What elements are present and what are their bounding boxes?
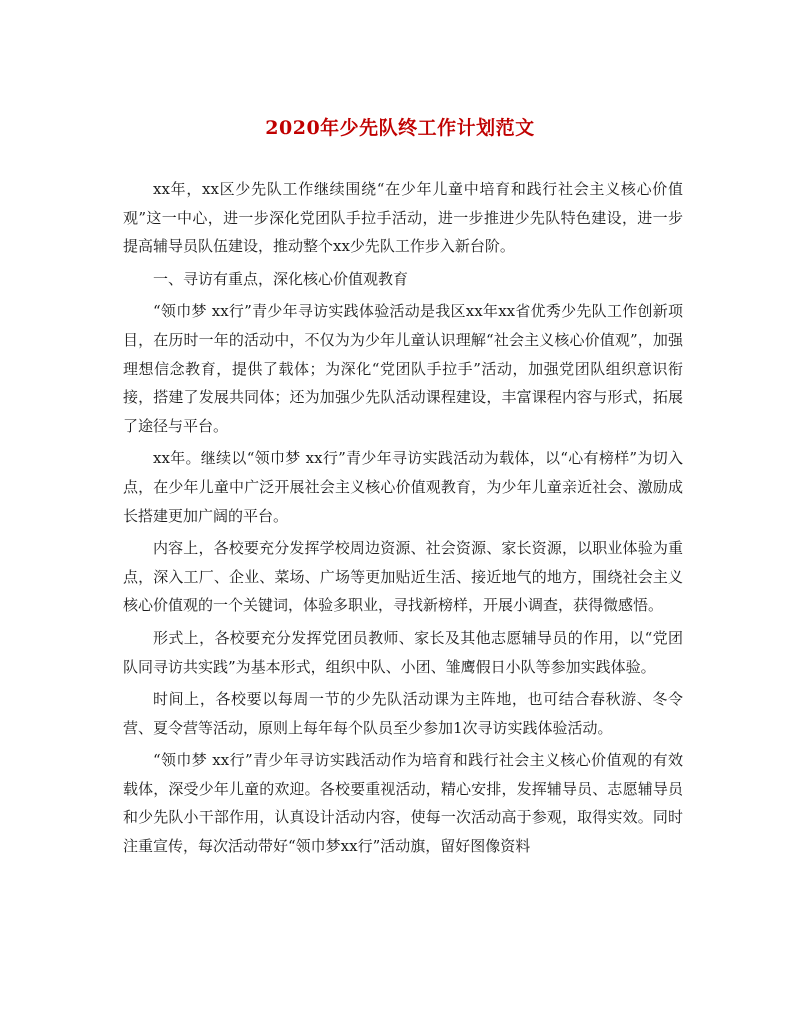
paragraph-time: 时间上，各校要以每周一节的少先队活动课为主阵地，也可结合春秋游、冬令营、夏令营等活动，原则上每年每个队员至少参加1次寻访实践体验活动。: [123, 690, 683, 737]
document-body: [123, 175, 683, 865]
paragraph-project: “领巾梦 xx行”青少年寻访实践体验活动是我区xx年xx省优秀少先队工作创新项目，在历时一年的活动中，不仅为为少年儿童认识理解“社会主义核心价值观”，加强理想信念教育，提供了载体；为深化“党团队手拉手”活动，加强党团队组织意识衔接，搭建了发展共同体；还为加强少先队活动课程建设，丰富课程内容与形式，拓展了途径与平台。: [123, 302, 683, 435]
paragraph-form: 形式上，各校要充分发挥党团员教师、家长及其他志愿辅导员的作用，以“党团队同寻访共实践”为基本形式，组织中队、小团、雏鹰假日小队等参加实践体验。: [123, 628, 683, 676]
paragraph-continue: xx年。继续以“领巾梦 xx行”青少年寻访实践活动为载体，以“心有榜样”为切入点，在少年儿童中广泛开展社会主义核心价值观教育，为少年儿童亲近社会、激励成长搭建更加广阔的平台。: [123, 449, 683, 525]
paragraph-intro: xx年，xx区少先队工作继续围绕“在少年儿童中培育和践行社会主义核心价值观”这一中心，进一步深化党团队手拉手活动，进一步推进少先队特色建设，进一步提高辅导员队伍建设，推动整个xx少先队工作步入新台阶。: [123, 180, 683, 256]
paragraph-effect: “领巾梦 xx行”青少年寻访实践活动作为培育和践行社会主义核心价值观的有效载体，深受少年儿童的欢迎。各校要重视活动，精心安排，发挥辅导员、志愿辅导员和少先队小干部作用，认真设计活动内容，使每一次活动高于参观，取得实效。同时注重宣传，每次活动带好“领巾梦xx行”活动旗，留好图像资料: [123, 751, 683, 856]
document-title: 2020年少先队终工作计划范文: [265, 117, 535, 139]
section-heading-1: 一、寻访有重点，深化核心价值观教育: [153, 269, 409, 288]
paragraph-content: 内容上，各校要充分发挥学校周边资源、社会资源、家长资源，以职业体验为重点，深入工厂、企业、菜场、广场等更加贴近生活、接近地气的地方，围绕社会主义核心价值观的一个关键词，体验多职业，寻找新榜样，开展小调查，获得微感悟。: [123, 539, 683, 615]
